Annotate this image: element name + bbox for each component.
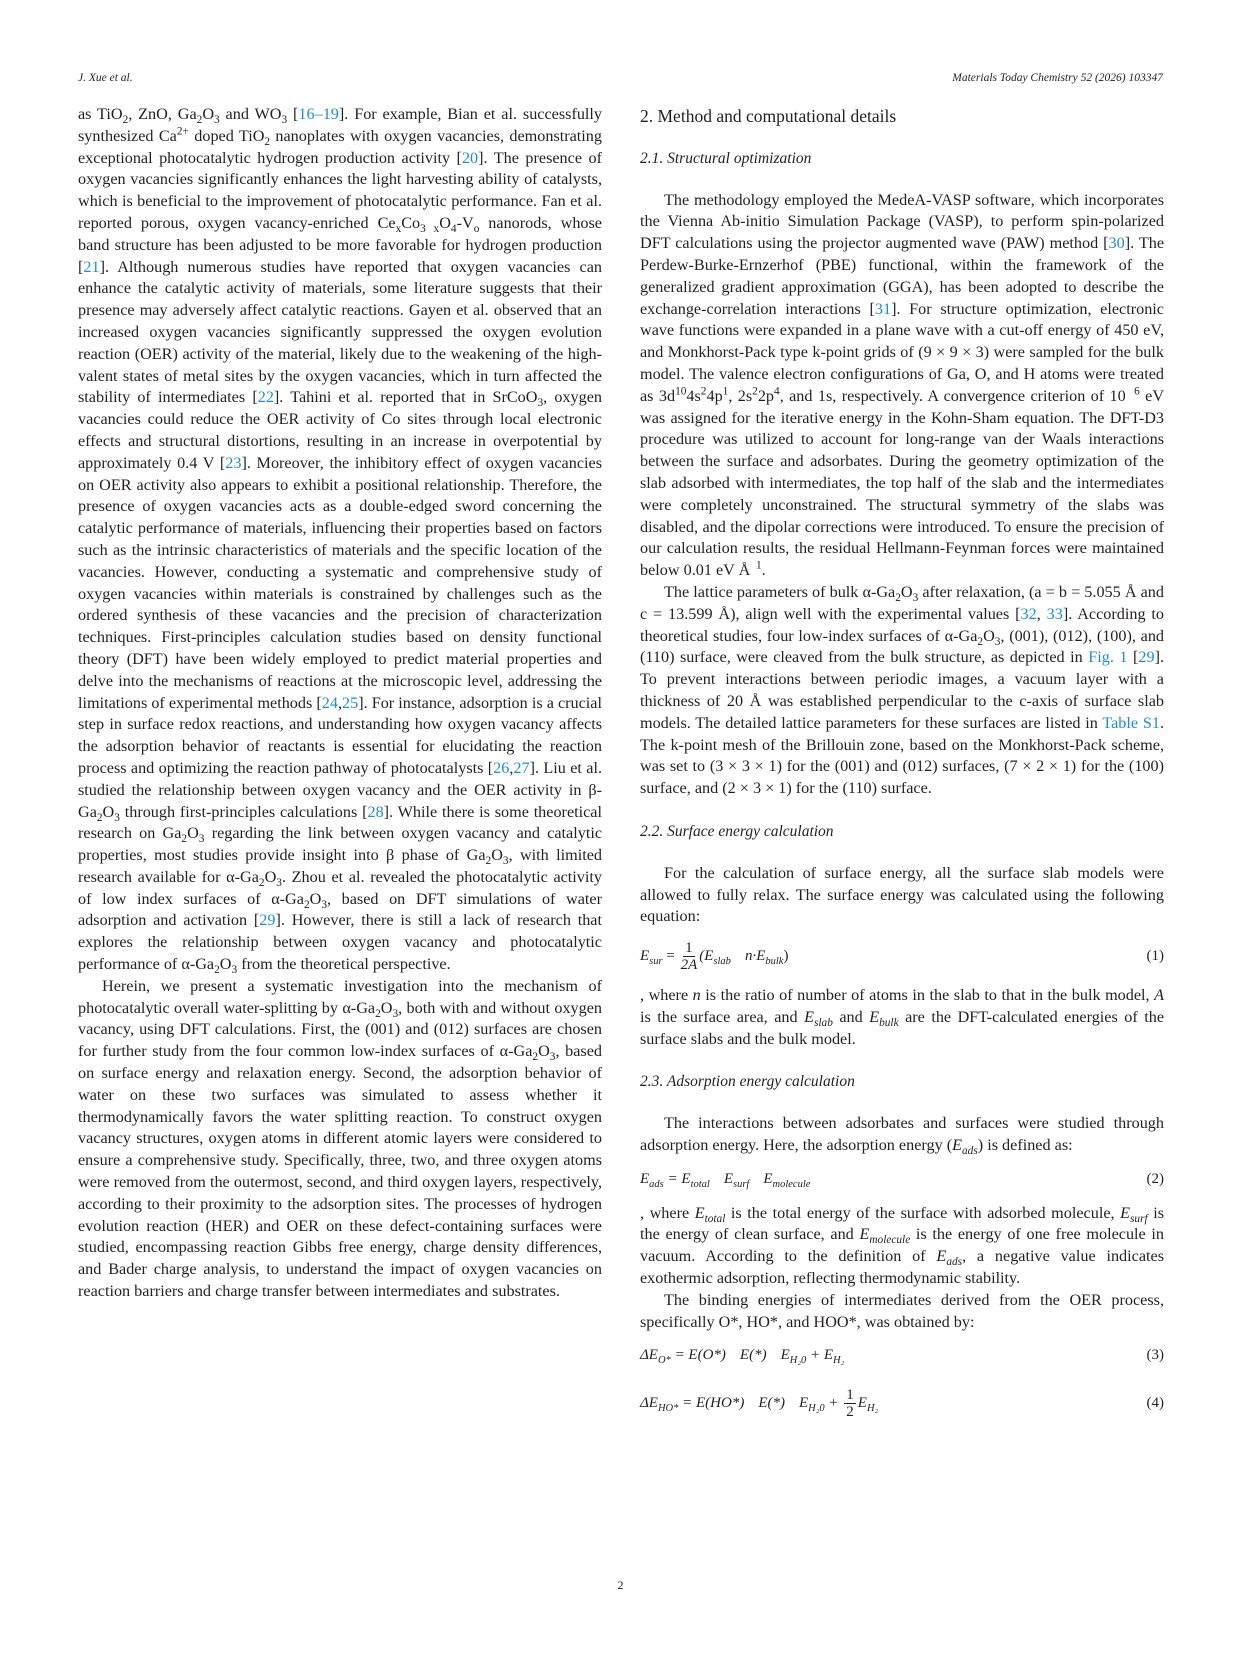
subsection-title-2-3: 2.3. Adsorption energy calculation [640,1073,855,1091]
table-link[interactable]: Table S1 [1102,713,1160,732]
equation-4: $\Delta E_{HO*} = E(HO*)$ E(*) $E_{H_20}$ + $\frac{1}{2}$ $E_{H_2}$ (4) [640,1387,1164,1421]
surface-energy-definitions: , where n is the ratio of number of atoms in the slab to that in the bulk model, A is the surface area, and $E_{slab}$ and $E_{bulk}$ are the DFT-calculated energies of the surface slabs and the bulk model. [640,986,1165,1048]
equation-2: $E_{ads} = E_{total}$ $E_{surf}$ $E_{molecule}$ (2) [640,1170,1164,1190]
surface-energy-paragraph: For the calculation of surface energy, all the surface slab models were allowed to fully relax. The surface energy was calculated using the following equation: [640,863,1164,926]
citation-link[interactable]: 29 [1138,648,1155,667]
citation-link[interactable]: 20 [461,148,479,167]
equation-3: $\Delta E_{O*} = E(O*)$ E(*) $E_{H_20} + E_{H_2}$ (3) [640,1347,1164,1367]
citation-link[interactable]: 21 [83,257,100,276]
section-title: 2. Method and computational details [640,106,897,126]
citation-link[interactable]: 27 [513,758,530,777]
fraction: $\frac{1}{2}$ [846,1387,854,1421]
left-column [78,104,602,1303]
equation-number: (3) [1146,1347,1164,1364]
binding-energies-paragraph: The binding energies of intermediates derived from the OER process, specifically O*, HO*, and HOO*, was obtained by: [640,1290,1164,1331]
method-paragraph-1: The methodology employed the MedeA-VASP software, which incorporates the Vienna Ab-initio Simulation Package (VASP), to perform spin-polarized DFT calculations using the projector augmented wave (PAW) method [30]. The Perdew-Burke-Ernzerhof (PBE) functional, within the framework of the generalized gradient approximation (GGA), has been adopted to describe the exchange-correlation interactions [31]. For structure optimization, electronic wave functions were expanded in a plane wave with a cut-off energy of 450 eV, and Monkhorst-Pack type k-point grids of (9 × 9 × 3) were sampled for the bulk model. The valence electron configurations of Ga, O, and H atoms were treated as $3d^{10}4s^24p^1$, $2s^22p^4$, and 1s, respectively. A convergence criterion of 10 $^6$ eV was assigned for the iterative energy in the Kohn-Sham equation. The DFT-D3 procedure was utilized to account for long-range van der Waals interactions between the surface and adsorbates. During the geometry optimization of the slab adsorbed with intermediates, the top half of the slab and the intermediates were completely unconstrained. The structural symmetry of the slabs was disabled, and the dipolar corrections were introduced. To ensure the precision of our calculation results, the residual Hellmann-Feynman forces were maintained below 0.01 eV Å $^1$. [640,190,1165,580]
citation-link[interactable]: 31 [874,299,892,318]
equation-number: (1) [1146,947,1164,964]
citation-link[interactable]: 26 [493,758,510,777]
intro-paragraph-2: Herein, we present a systematic investigation into the mechanism of photocatalytic overall water-splitting by $\alpha-Ga_2O_3$, both with and without oxygen vacancy, using DFT calculations. First, the (001) and (012) surfaces are chosen for further study from the four common low-index surfaces of $\alpha-Ga_2O_3$, based on surface energy and relaxation energy. Second, the adsorption behavior of water on these two surfaces was simulated to assess whether it thermodynamically favors the water splitting reaction. To construct oxygen vacancy structures, oxygen atoms in different atomic layers were considered to ensure a comprehensive study. Specifically, three, two, and three oxygen atoms were removed from the outermost, second, and third oxygen layers, respectively, according to their proximity to the adsorption sites. The processes of hydrogen evolution reaction (HER) and OER on these defect-containing surfaces were studied, encompassing reaction Gibbs free energy, charge density differences, and Bader charge analysis, to understand the impact of oxygen vacancies on reaction barriers and charge transfer between intermediates and substrates. [78,976,603,1301]
equation-number: (2) [1146,1170,1164,1187]
right-column [640,104,1164,1432]
equation-1: $E_{sur}$ = $\frac{1}{2A}$ ($E_{slab}$ $n\cdot E_{bulk}$) (1) [640,940,1164,974]
running-head-authors: J. Xue et al. [78,72,133,84]
citation-link[interactable]: 33 [1046,604,1063,623]
adsorption-definitions: , where $E_{total}$ is the total energy of the surface with adsorbed molecule, $E_{surf}$ is the energy of clean surface, and $E_{molecule}$ is the energy of one free molecule in vacuum. According to the definition of $E_{ads}$, a negative value indicates exothermic adsorption, reflecting thermodynamic stability. [640,1203,1165,1288]
citation-link[interactable]: 23 [225,453,242,472]
citation-link[interactable]: 16–19 [298,105,339,123]
page-number: 2 [617,1578,624,1592]
subsection-title-2-2: 2.2. Surface energy calculation [640,822,834,840]
intro-paragraph-1: as TiO$_2$, ZnO, $Ga_2O_3$ and $WO_3$ [16–19]. For example, Bian et al. successfully synthesized $Ca^{2+}$ doped TiO$_2$ nanoplates with oxygen vacancies, demonstrating exceptional photocatalytic hydrogen production activity [20]. The presence of oxygen vacancies significantly enhances the light harvesting ability of catalysts, which is beneficial to the improvement of photocatalytic performance. Fan et al. reported porous, oxygen vacancy-enriched $Ce_xCo_{3 x}O_4-V_o$ nanorods, whose band structure has been adjusted to be more favorable for hydrogen production [21]. Although numerous studies have reported that oxygen vacancies can enhance the catalytic activity of materials, some literature suggests that their presence may adversely affect catalytic reactions. Gayen et al. observed that an increased oxygen vacancies significantly suppressed the oxygen evolution reaction (OER) activity of the material, likely due to the weakening of the high-valent states of metal sites by the oxygen vacancies, which in turn affected the stability of intermediates [22]. Tahini et al. reported that in SrCoO$_3$, oxygen vacancies could reduce the OER activity of Co sites through local electronic effects and structural distortions, resulting in an increase in overpotential by approximately 0.4 V [23]. Moreover, the inhibitory effect of oxygen vacancies on OER activity also appears to exhibit a positional relationship. Therefore, the presence of oxygen vacancies acts as a double-edged sword concerning the catalytic performance of materials, influencing their properties based on factors such as the intrinsic characteristics of materials and the specific location of the vacancies. However, conducting a systematic and comprehensive study of oxygen vacancies within materials is constrained by challenges such as the ordered synthesis of these vacancies and the precision of characterization techniques. First-principles calculation studies based on density functional theory (DFT) have been widely employed to predict material properties and delve into the mechanisms of reactions at the microscopic level, addressing the limitations of experimental methods [24,25]. For instance, adsorption is a crucial step in surface redox reactions, and understanding how oxygen vacancy affects the adsorption behavior of reactants is essential for elucidating the reaction process and optimizing the reaction pathway of photocatalysts [26,27]. Liu et al. studied the relationship between oxygen vacancy and the OER activity in $\beta-Ga_2O_3$ through first-principles calculations [28]. While there is some theoretical research on $Ga_2O_3$ regarding the link between oxygen vacancy and catalytic properties, most studies provide insight into β phase of $Ga_2O_3$, with limited research available for $\alpha-Ga_2O_3$. Zhou et al. revealed the photocatalytic activity of low index surfaces of $\alpha-Ga_2O_3$, based on DFT simulations of water adsorption and activation [29]. However, there is still a lack of research that explores the relationship between oxygen vacancy and photocatalytic performance of $\alpha-Ga_2O_3$ from the theoretical perspective. [78,105,603,977]
figure-link[interactable]: Fig. 1 [1088,648,1128,667]
method-paragraph-2: The lattice parameters of bulk $\alpha-Ga_2O_3$ after relaxation, (a = b = 5.055 Å and c = 13.599 Å), align well with the experimental values [32, 33]. According to theoretical studies, four low-index surfaces of $\alpha-Ga_2O_3$, (001), (012), (100), and (110) surface, were cleaved from the bulk structure, as depicted in Fig. 1 [29]. To prevent interactions between periodic images, a vacuum layer with a thickness of 20 Å was established perpendicular to the c-axis of surface slab models. The detailed lattice parameters for these surfaces are listed in Table S1. The k-point mesh of the Brillouin zone, based on the Monkhorst-Pack scheme, was set to (3 × 3 × 1) for the (001) and (012) surfaces, (7 × 2 × 1) for the (100) surface, and (2 × 3 × 1) for the (110) surface. [640,582,1165,798]
running-head-journal: Materials Today Chemistry 52 (2026) 103347 [952,72,1163,84]
fraction: $\frac{1}{2A}$ [680,940,698,974]
citation-link[interactable]: 28 [367,802,384,821]
subsection-title-2-1: 2.1. Structural optimization [640,149,812,167]
adsorption-paragraph-1: The interactions between adsorbates and surfaces were studied through adsorption energy. Here, the adsorption energy $(E_{ads})$ is defined as: [640,1114,1164,1158]
citation-link[interactable]: 24 [321,693,338,712]
citation-link[interactable]: 29 [259,911,276,930]
citation-link[interactable]: 22 [257,388,274,407]
equation-number: (4) [1146,1394,1164,1411]
citation-link[interactable]: 25 [342,693,359,712]
citation-link[interactable]: 30 [1108,234,1125,253]
citation-link[interactable]: 32 [1020,604,1037,623]
